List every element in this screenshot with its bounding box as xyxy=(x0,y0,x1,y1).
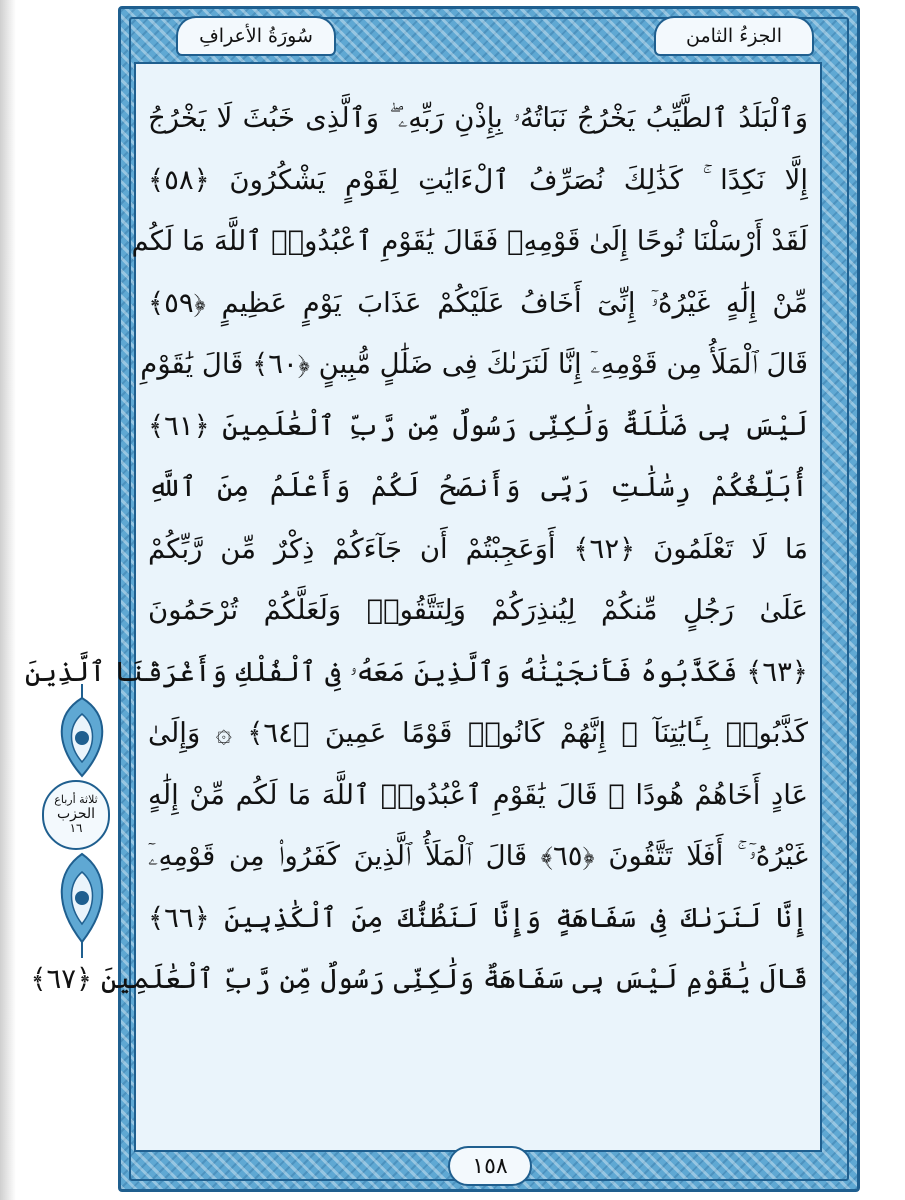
verse-line: قَالَ يَٰقَوْمِ لَيْسَ بِى سَفَاهَةٌ وَلَٰكِنِّى رَسُولٌ مِّن رَّبِّ ٱلْعَٰلَمِينَ ﴿٦٧﴾ xyxy=(30,963,808,995)
verse-line: ﴿٦٣﴾ فَكَذَّبُوهُ فَأَنجَيْنَٰهُ وَٱلَّذِينَ مَعَهُۥ فِى ٱلْفُلْكِ وَأَغْرَقْنَا ٱلَّذِينَ xyxy=(24,655,808,688)
verse-line: إِلَّا نَكِدًا ۚ كَذَٰلِكَ نُصَرِّفُ ٱلْءَايَٰتِ لِقَوْمٍ يَشْكُرُونَ ﴿٥٨﴾ xyxy=(148,163,808,196)
verse-line: لَيْسَ بِى ضَلَٰلَةٌ وَلَٰكِنِّى رَسُولٌ مِّن رَّبِّ ٱلْعَٰلَمِينَ ﴿٦١﴾ xyxy=(148,409,808,442)
hizb-fraction-label: ثلاثة أرباع xyxy=(54,792,98,806)
page-number: ١٥٨ xyxy=(472,1153,508,1179)
verse-line: أُبَلِّغُكُمْ رِسَٰلَٰتِ رَبِّى وَأَنصَحُ لَكُمْ وَأَعْلَمُ مِنَ ٱللَّهِ xyxy=(148,471,808,503)
verse-line: غَيْرُهُۥٓ ۚ أَفَلَا تَتَّقُونَ ﴿٦٥﴾ قَالَ ٱلْمَلَأُ ٱلَّذِينَ كَفَرُوا۟ مِن قَوْمِهِۦٓ xyxy=(148,840,808,872)
verse-line: قَالَ ٱلْمَلَأُ مِن قَوْمِهِۦٓ إِنَّا لَنَرَىٰكَ فِى ضَلَٰلٍ مُّبِينٍ ﴿٦٠﴾ قَالَ يَٰقَوْمِ xyxy=(140,348,808,380)
verse-line: مِّنْ إِلَٰهٍ غَيْرُهُۥٓ إِنِّىٓ أَخَافُ عَلَيْكُمْ عَذَابَ يَوْمٍ عَظِيمٍ ﴿٥٩﴾ xyxy=(148,286,808,319)
hizb-number-label: ١٦ xyxy=(69,821,83,836)
juz-name: الجزءُ الثامن xyxy=(685,25,783,47)
verse-line: كَذَّبُوا۟ بِـَٔايَٰتِنَآ ۚ إِنَّهُمْ كَانُوا۟ قَوْمًا عَمِينَ ﴿٦٤﴾ ۞ وَإِلَىٰ xyxy=(148,717,808,749)
surah-name: سُورَةُ الأعرافِ xyxy=(199,25,313,47)
verse-line: إِنَّا لَنَرَىٰكَ فِى سَفَاهَةٍ وَإِنَّا لَنَظُنُّكَ مِنَ ٱلْكَٰذِبِينَ ﴿٦٦﴾ xyxy=(148,901,808,934)
surah-name-cartouche xyxy=(176,16,336,56)
book-spine-shadow xyxy=(0,0,16,1200)
verse-line: مَا لَا تَعْلَمُونَ ﴿٦٢﴾ أَوَعَجِبْتُمْ أَن جَآءَكُمْ ذِكْرٌ مِّن رَّبِّكُمْ xyxy=(148,532,808,565)
hizb-quarter-marker xyxy=(42,780,110,850)
verse-line: عَلَىٰ رَجُلٍ مِّنكُمْ لِيُنذِرَكُمْ وَلِتَتَّقُوا۟ وَلَعَلَّكُمْ تُرْحَمُونَ xyxy=(148,594,808,626)
margin-ornament-bottom-icon xyxy=(46,850,118,960)
verse-line: وَٱلْبَلَدُ ٱلطَّيِّبُ يَخْرُجُ نَبَاتُهُۥ بِإِذْنِ رَبِّهِۦ ۖ وَٱلَّذِى خَبُثَ لَا يَخْرُجُ xyxy=(148,102,808,134)
verse-line: عَادٍ أَخَاهُمْ هُودًا ۗ قَالَ يَٰقَوْمِ ٱعْبُدُوا۟ ٱللَّهَ مَا لَكُم مِّنْ إِلَٰهٍ xyxy=(148,778,808,811)
verse-line: لَقَدْ أَرْسَلْنَا نُوحًا إِلَىٰ قَوْمِهِۦ فَقَالَ يَٰقَوْمِ ٱعْبُدُوا۟ ٱللَّهَ مَا لَكُم xyxy=(131,225,808,257)
page-number-cartouche xyxy=(448,1146,532,1186)
hizb-word-label: الحزب xyxy=(56,806,96,823)
juz-name-cartouche xyxy=(654,16,814,56)
